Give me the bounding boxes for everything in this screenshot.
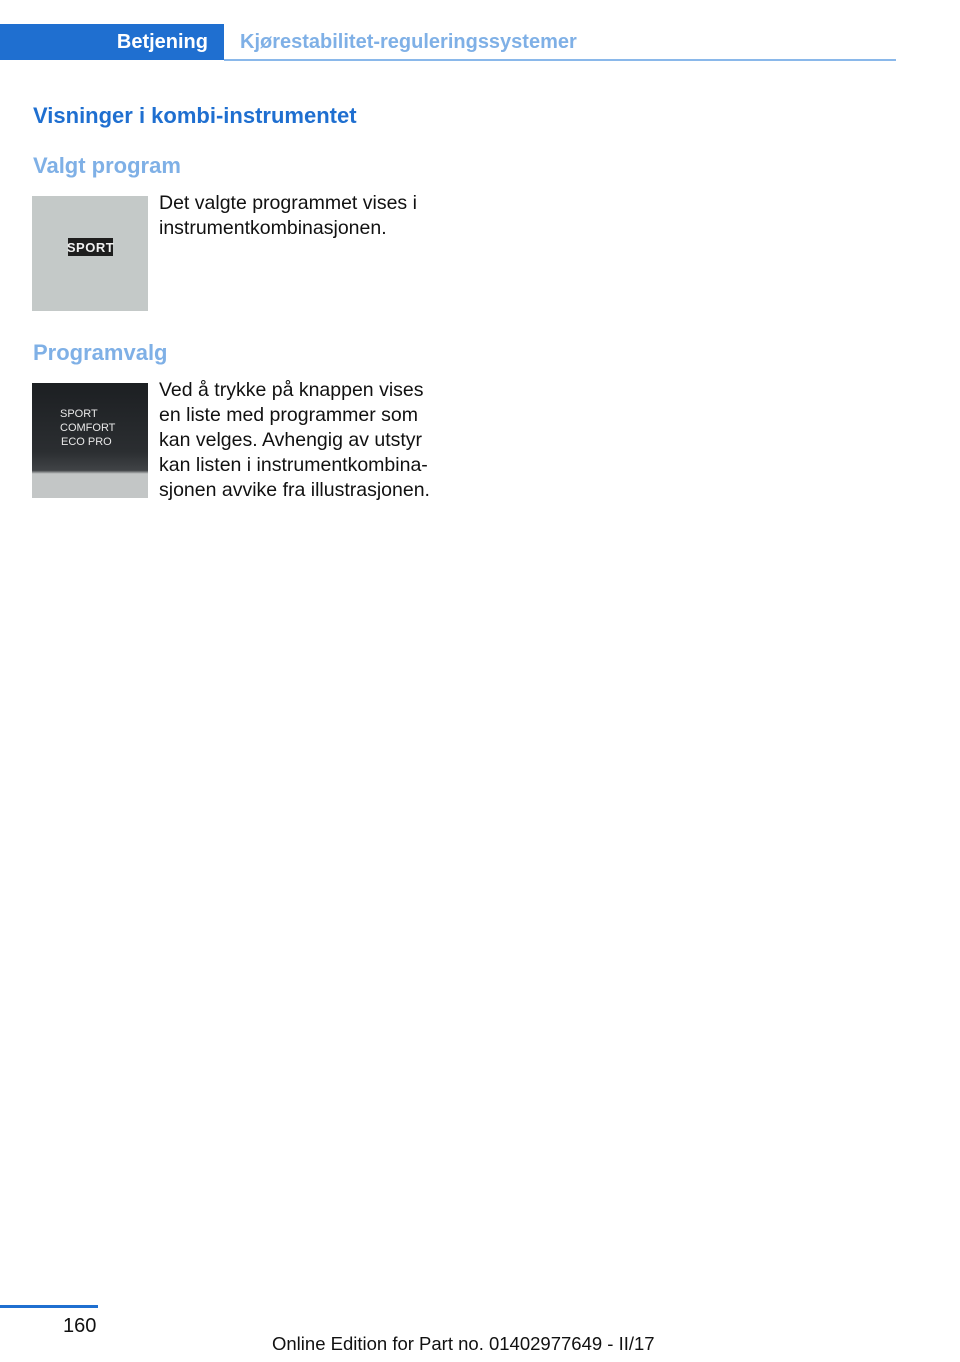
section-heading-valgt-program: Valgt program [33, 153, 181, 178]
text-line: Ved å trykke på knappen vises [159, 379, 424, 401]
section-tab: Kjørestabilitet-reguleringssystemer [240, 30, 577, 53]
program-item: ECO PRO [61, 436, 112, 448]
text-line: en liste med programmer som [159, 404, 419, 426]
text-line: kan listen i instrumentkombina- [159, 454, 428, 476]
section-heading-programvalg: Programvalg [33, 340, 168, 365]
edition-note: Online Edition for Part no. 01402977649 - II/17 [272, 1333, 655, 1354]
selected-program-image [32, 196, 148, 311]
sport-badge: SPORT [66, 239, 115, 255]
program-list [60, 407, 115, 449]
header-divider [224, 59, 896, 61]
footer-divider [0, 1305, 98, 1308]
text-line: instrumentkombinasjonen. [159, 217, 387, 239]
text-line: sjonen avvike fra illustrasjonen. [159, 479, 430, 501]
chapter-tab: Betjening [0, 24, 224, 60]
program-selection-image [32, 383, 148, 498]
program-item: COMFORT [60, 422, 116, 434]
page-title: Visninger i kombi-instrumentet [33, 103, 357, 128]
text-line: Det valgte programmet vises i [159, 192, 417, 214]
program-item: SPORT [60, 408, 98, 420]
selected-program-text [159, 191, 449, 241]
text-line: kan velges. Avhengig av utstyr [159, 429, 423, 451]
page-header [0, 24, 896, 62]
program-selection-text [159, 378, 449, 503]
page-number: 160 [63, 1315, 97, 1337]
